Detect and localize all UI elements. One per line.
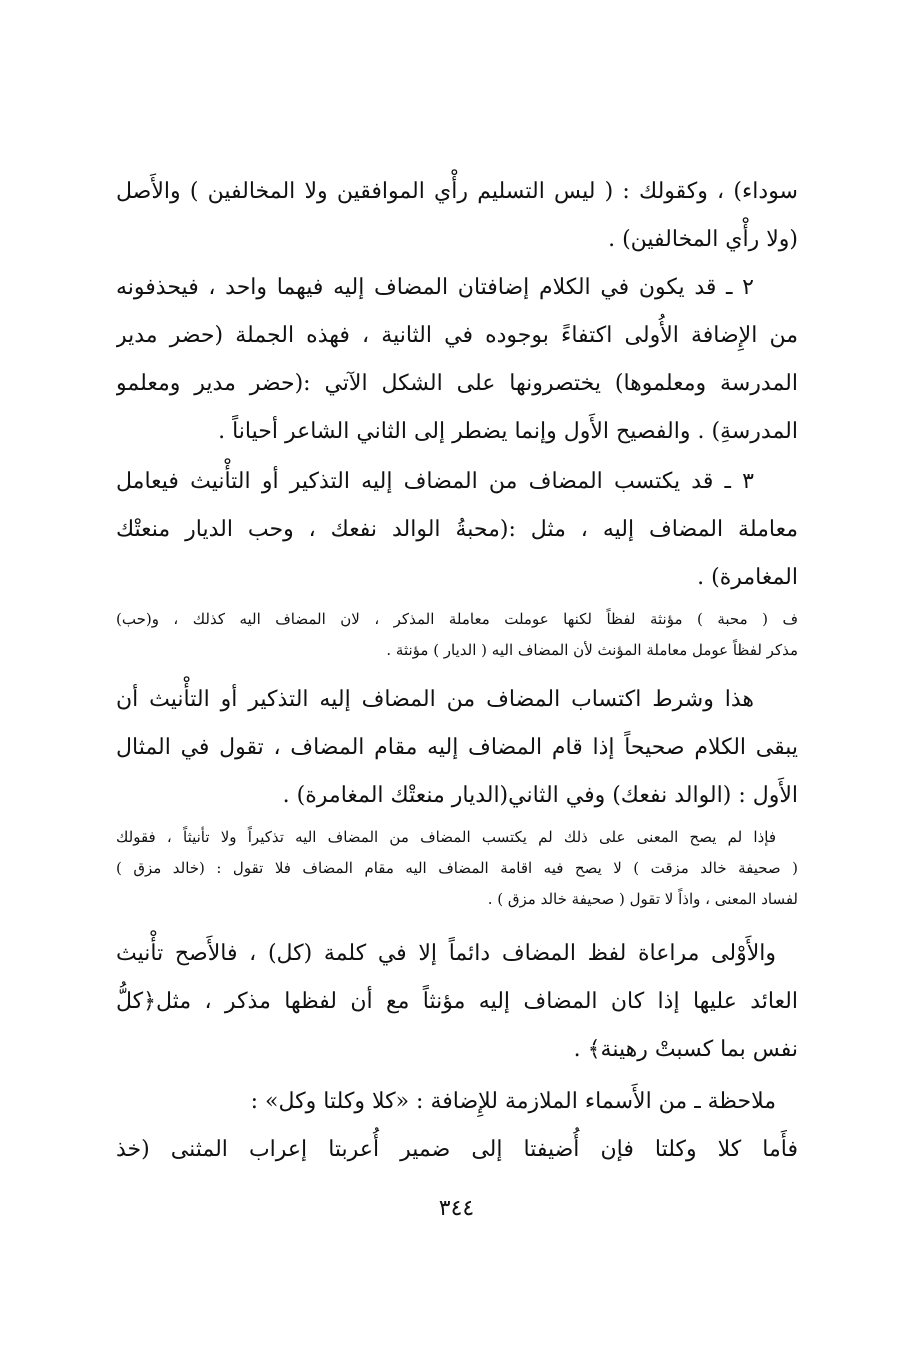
explanatory-note: [116, 604, 798, 666]
text-line: نفس بما كسبتْ رهينة﴾ .: [573, 1037, 798, 1062]
text-line: العائد عليها إذا كان المضاف إليه مؤنثاً مع أن لفظها مذكر ، مثل﴿كلُّ: [116, 989, 798, 1014]
note-line: ف ( محبة ) مؤنثة لفظاً لكنها عوملت معاملة المذكر ، لان المضاف اليه كذلك ، و(حب): [116, 610, 798, 628]
paragraph-rule-3: [116, 458, 798, 602]
paragraph-note-kila: [116, 1078, 798, 1174]
text-line: يبقى الكلام صحيحاً إذا قام المضاف إليه مقام المضاف ، تقول في المثال: [116, 735, 798, 760]
text-line: المغامرة) .: [697, 565, 798, 590]
note-line: فإذا لم يصح المعنى على ذلك لم يكتسب المضاف من المضاف اليه تذكيراً ولا تأنيثاً ، فقولك: [116, 828, 776, 846]
text-line: ٢ ـ قد يكون في الكلام إضافتان المضاف إليه فيهما واحد ، فيحذفونه: [116, 275, 754, 300]
text-line: ٣ ـ قد يكتسب المضاف من المضاف إليه التذكير أو التأْنيث فيعامل: [116, 469, 754, 494]
text-line: المدرسة ومعلموها) يختصرونها على الشكل الآتي :(حضر مدير ومعلمو: [116, 371, 798, 396]
paragraph-rule-2: [116, 264, 798, 456]
note-line: ( صحيفة خالد مزقت ) لا يصح فيه اقامة المضاف اليه مقام المضاف فلا تقول : (خالد مزق ): [116, 859, 798, 877]
page-number: ٣٤٤: [438, 1196, 475, 1221]
text-line: هذا وشرط اكتساب المضاف من المضاف إليه التذكير أو التأْنيث أن: [116, 687, 754, 712]
explanatory-note: [116, 822, 798, 915]
paragraph-condition: [116, 676, 798, 820]
text-line: سوداء) ، وكقولك : ( ليس التسليم رأْي الموافقين ولا المخالفين ) والأَصل: [116, 179, 798, 204]
text-line: معاملة المضاف إليه ، مثل :(محبةُ الوالد نفعك ، وحب الديار منعتْك: [116, 517, 798, 542]
paragraph-kull: [116, 930, 798, 1074]
note-line: لفساد المعنى ، واذاً لا تقول ( صحيفة خالد مزق ) .: [487, 890, 798, 908]
text-line: (ولا رأْي المخالفين) .: [608, 227, 798, 252]
text-line: من الإِضافة الأُولى اكتفاءً بوجوده في الثانية ، فهذه الجملة (حضر مدير: [116, 323, 798, 348]
text-line: والأَوْلى مراعاة لفظ المضاف دائماً إلا في كلمة (كل) ، فالأَصح تأْنيث: [116, 941, 776, 966]
text-line: ملاحظة ـ من الأَسماء الملازمة للإِضافة : «كلا وكلتا وكل» :: [250, 1089, 776, 1114]
paragraph-continuation: [116, 168, 798, 264]
text-line: الأَول : (الوالد نفعك) وفي الثاني(الديار منعتْك المغامرة) .: [282, 783, 798, 808]
note-line: مذكر لفظاً عومل معاملة المؤنث لأن المضاف اليه ( الديار ) مؤنثة .: [386, 641, 798, 659]
text-line: المدرسةِ) . والفصيح الأَول وإنما يضطر إلى الثاني الشاعر أحياناً .: [218, 419, 798, 444]
text-line: فأَما كلا وكلتا فإن أُضيفتا إلى ضمير أُعربتا إعراب المثنى (خذ: [116, 1137, 798, 1162]
